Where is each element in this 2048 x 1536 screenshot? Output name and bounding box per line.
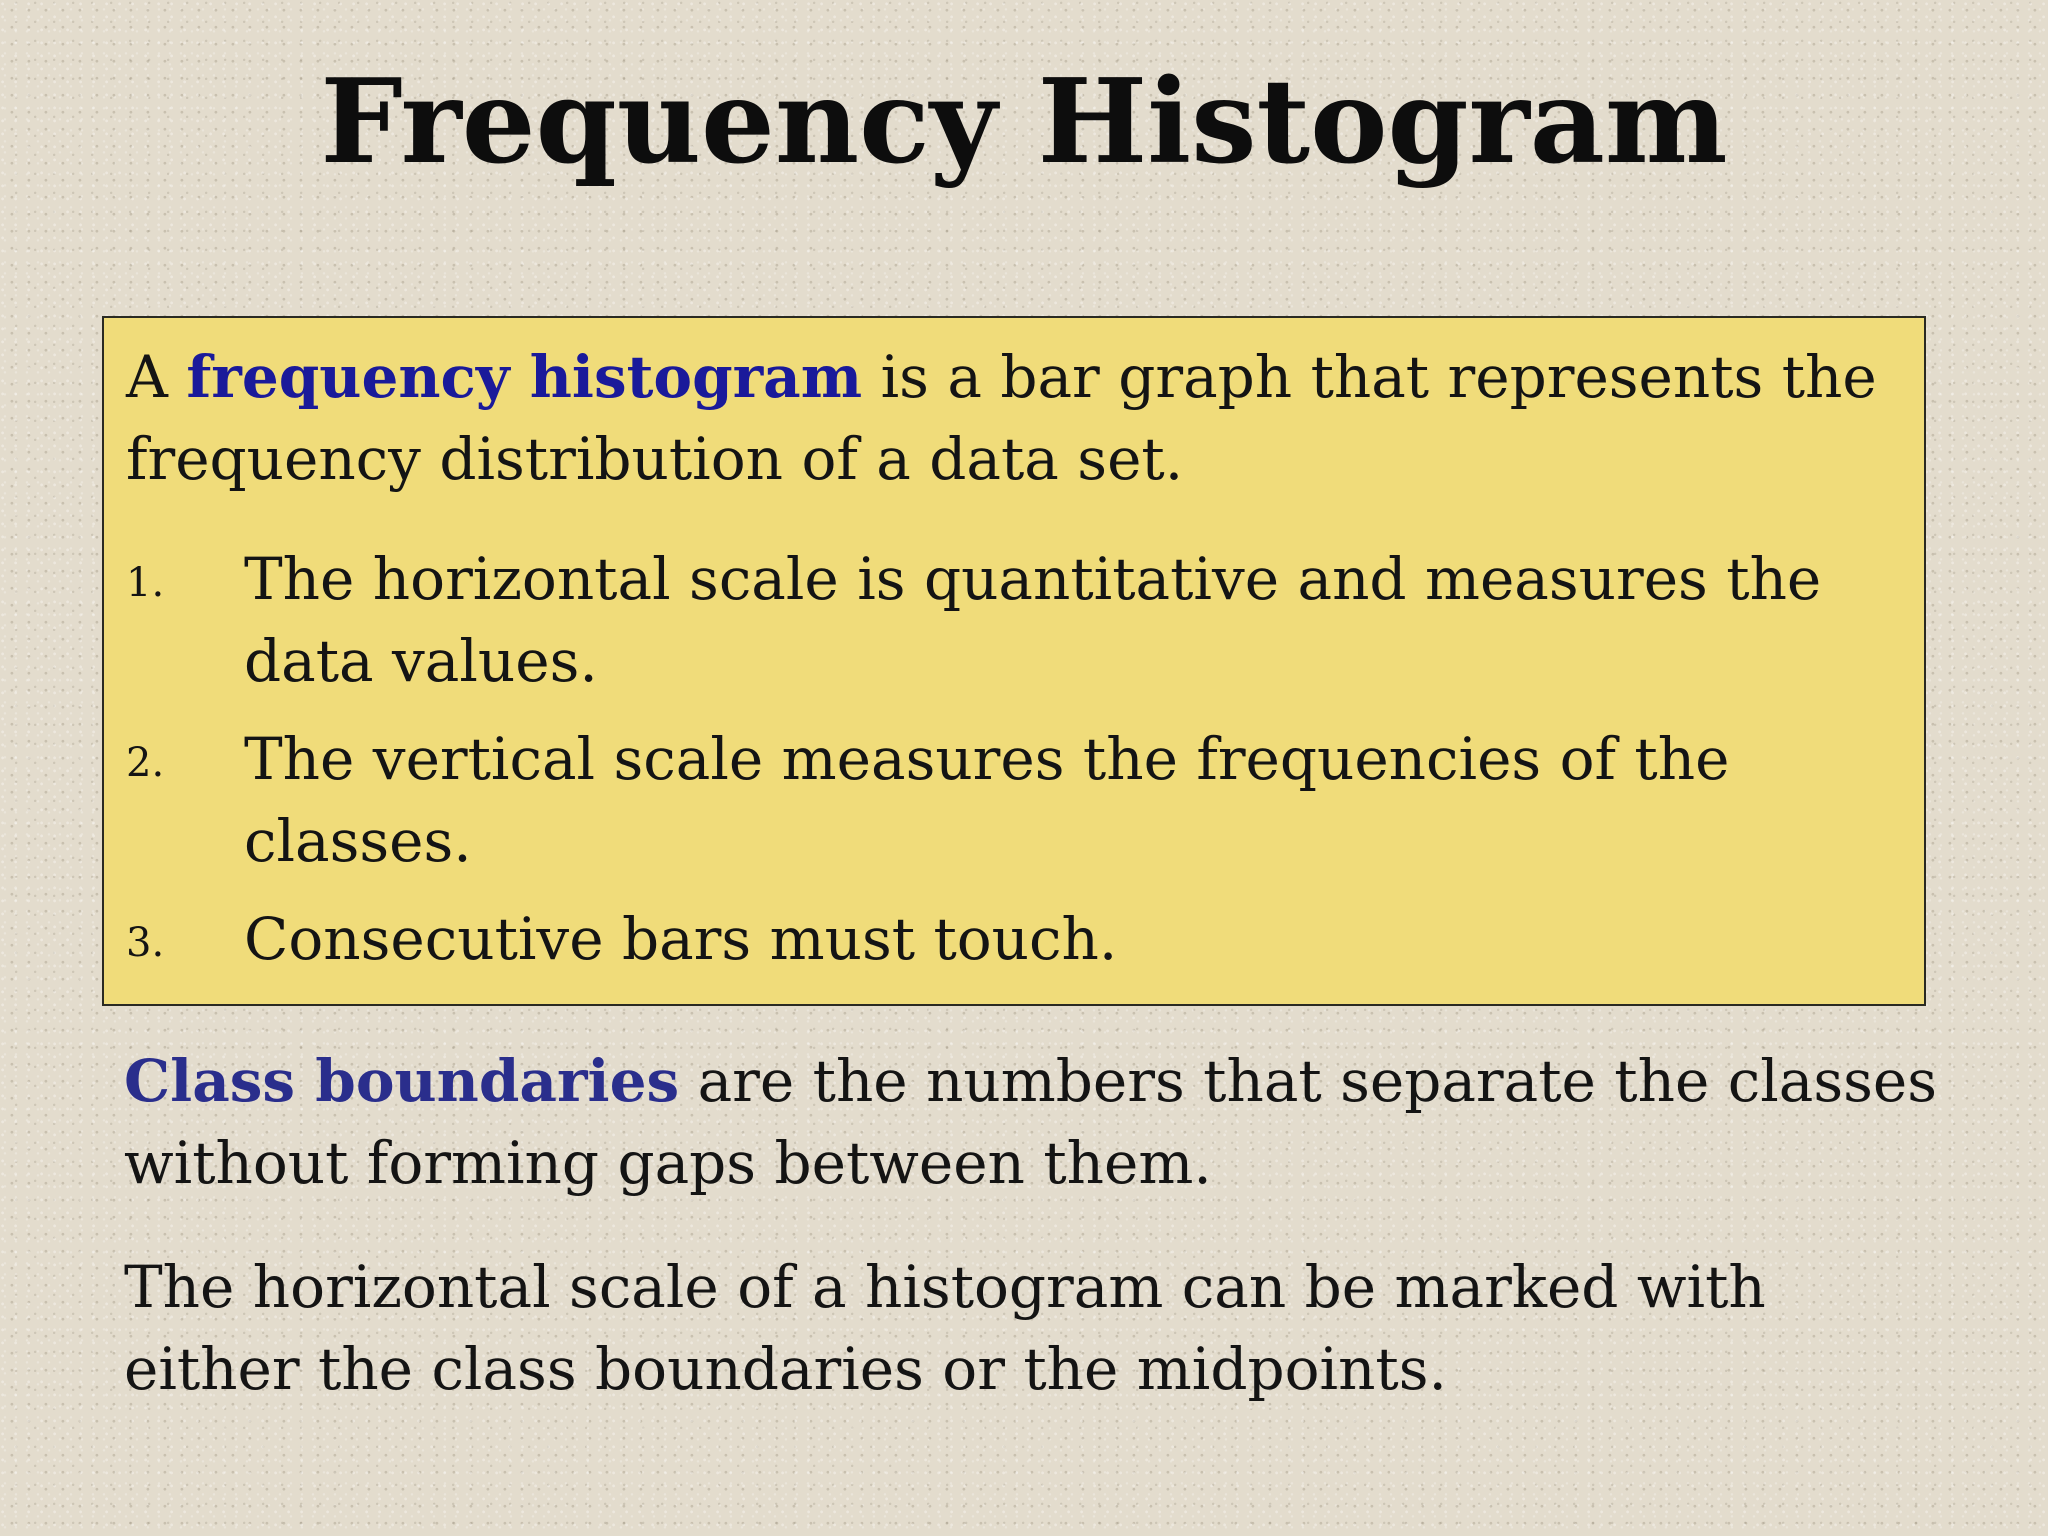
- class-boundaries-term: Class boundaries: [124, 1047, 680, 1115]
- list-item: [126, 718, 1906, 882]
- list-item-number: 3.: [126, 920, 165, 966]
- slide-title: Frequency Histogram: [320, 54, 1728, 190]
- class-boundaries-paragraph: [124, 1040, 1944, 1204]
- list-item-text: The horizontal scale is quantitative and measures the data values.: [244, 545, 1822, 695]
- list-item-number: 2.: [126, 740, 165, 786]
- list-item-text: Consecutive bars must touch.: [244, 905, 1118, 973]
- properties-list: [126, 538, 1906, 996]
- definition-text: [126, 336, 1906, 500]
- horizontal-scale-note: The horizontal scale of a histogram can be marked with either the class boundaries or the midpoints.: [124, 1253, 1766, 1403]
- definition-box: [102, 316, 1926, 1006]
- list-item: [126, 538, 1906, 702]
- list-item: [126, 898, 1906, 980]
- class-boundaries-rest: are the numbers that separate the classes without forming gaps between them.: [124, 1047, 1937, 1197]
- definition-lead: A: [126, 343, 187, 411]
- list-item-number: 1.: [126, 560, 165, 606]
- list-item-text: The vertical scale measures the frequencies of the classes.: [244, 725, 1730, 875]
- definition-term: frequency histogram: [186, 343, 863, 411]
- definition-rest: is a bar graph that represents the frequency distribution of a data set.: [126, 343, 1877, 493]
